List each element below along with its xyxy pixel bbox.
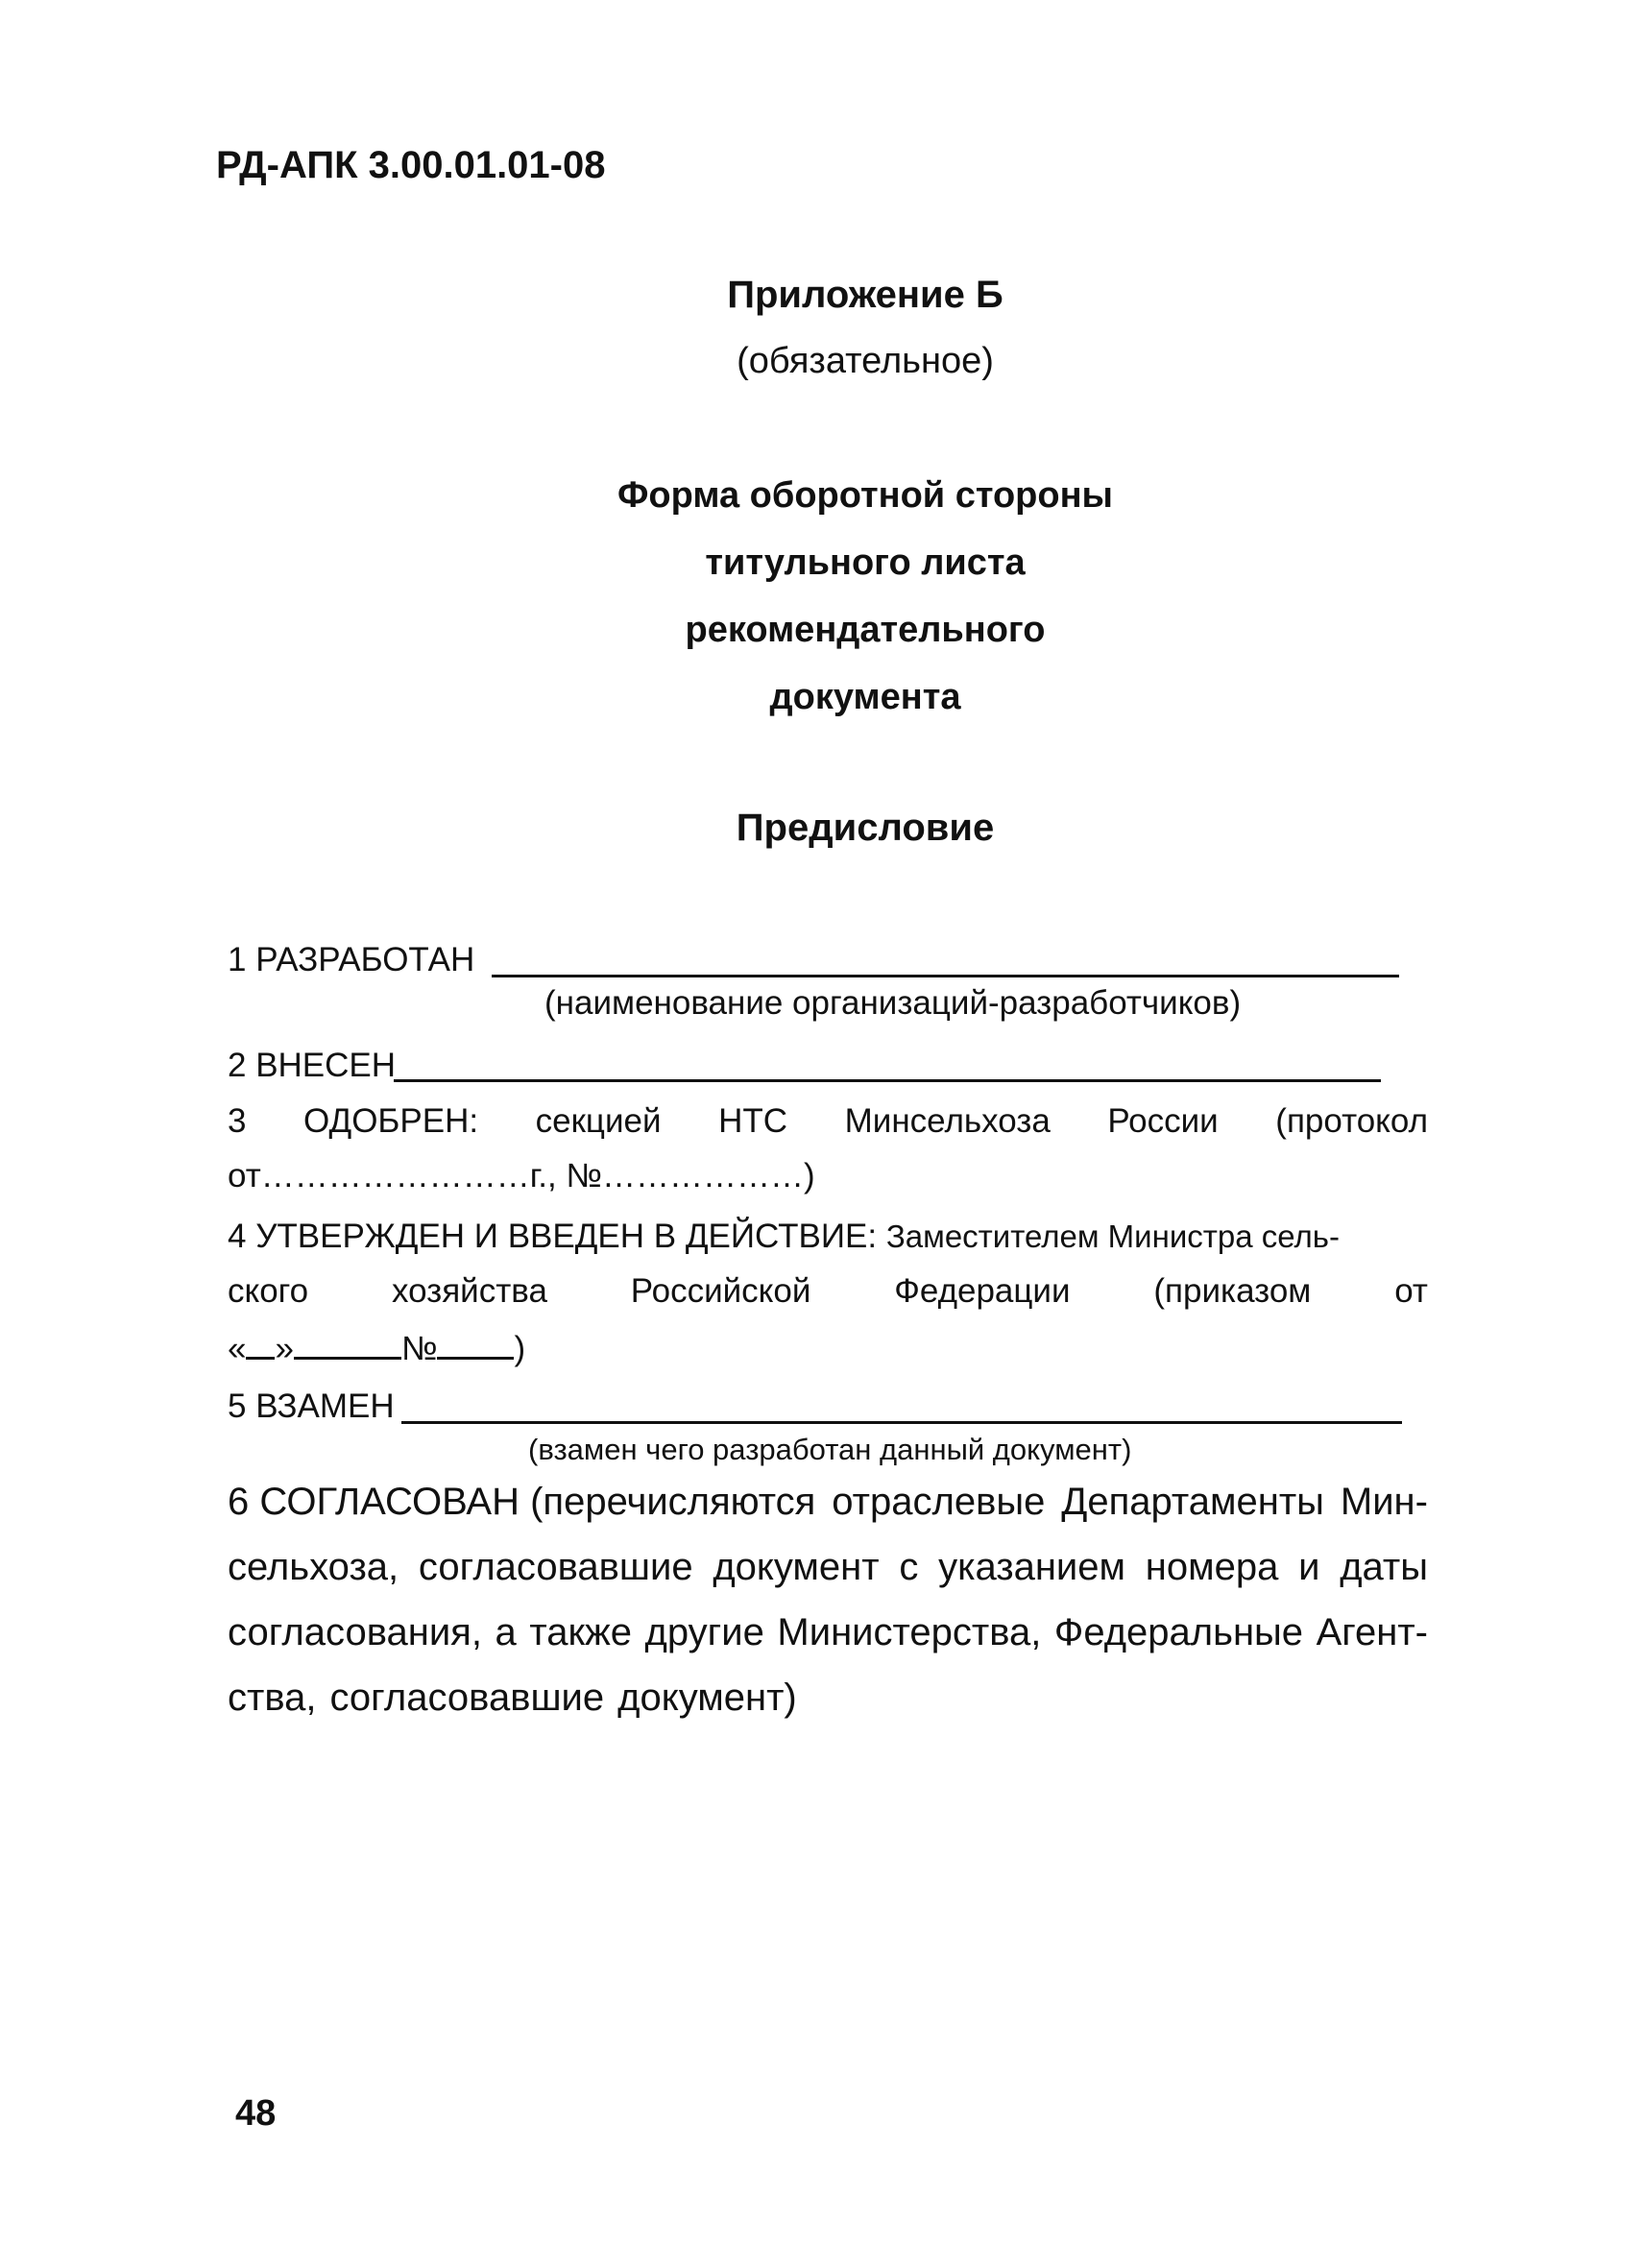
item-6-word: также [529,1611,632,1653]
item-3-word: ОДОБРЕН: [303,1102,479,1140]
item-6-word: 6 СОГЛАСОВАН (перечисляются [228,1481,816,1523]
item-6-word: а [495,1611,517,1653]
item-6-word: Департаменты [1061,1481,1324,1523]
item-2-label: 2 ВНЕСЕН [228,1047,397,1084]
item-6-word: другие [644,1611,764,1653]
item-6-row-2 [228,1534,1428,1600]
form-title-line-3: рекомендательного [685,610,1046,650]
item-4-word: ского [228,1272,309,1310]
item-4-day-blank [246,1330,275,1360]
item-5-blank-line [401,1421,1402,1424]
item-5-label: 5 ВЗАМЕН [228,1387,395,1425]
item-4-line-2 [228,1272,1428,1311]
item-6-word: согласовавшие [329,1677,605,1719]
item-6-word: указанием [938,1546,1126,1588]
preface-heading: Предисловие [736,807,995,849]
item-6-paragraph [228,1469,1428,1730]
item-2-blank-line [394,1079,1381,1082]
item-6-word: с [899,1546,919,1588]
appendix-title: Приложение Б [727,274,1003,316]
item-4-word: от [1394,1272,1428,1310]
page-number: 48 [235,2093,277,2134]
item-6-word: согласования, [228,1611,482,1653]
item-6-word: Агент- [1316,1611,1428,1653]
item-4-word: хозяйства [392,1272,547,1310]
item-4-word: (приказом [1153,1272,1312,1310]
item-6-word: Мин- [1340,1481,1428,1523]
item-6-word: отраслевые [832,1481,1046,1523]
item-4-date-blank [294,1330,401,1360]
item-3-line-2: от……………………г., №………………) [228,1157,815,1194]
form-title-line-2: титульного листа [705,543,1026,583]
item-4-tail: Заместителем Министра сель- [885,1218,1340,1254]
item-6-row-4 [228,1665,1428,1730]
form-title-line-4: документа [769,677,961,717]
item-6-word: и [1298,1546,1320,1588]
item-6-word: ства, [228,1677,317,1719]
item-3-word: Минсельхоза [844,1102,1051,1140]
item-4-word: Российской [630,1272,811,1310]
item-4-number-blank [437,1330,514,1360]
item-4-line-3 [228,1330,525,1368]
item-3-word: НТС [718,1102,788,1140]
item-4-quote-open: « [228,1330,247,1367]
item-6-word: номера [1145,1546,1279,1588]
item-6-row-3 [228,1600,1428,1665]
item-4-word: Федерации [894,1272,1071,1310]
item-6-row-1 [228,1469,1428,1534]
item-3-line-1 [228,1102,1428,1141]
item-3-word: России [1107,1102,1219,1140]
item-3-word: 3 [228,1102,247,1140]
item-3-word: секцией [535,1102,662,1140]
item-4-line-1 [228,1218,1340,1256]
item-6-word: документ [713,1546,880,1588]
item-4-number-sign: № [400,1330,438,1367]
item-6-word: согласовавшие [418,1546,693,1588]
document-code: РД-АПК 3.00.01.01-08 [216,144,606,186]
item-1-label: 1 РАЗРАБОТАН [228,941,475,978]
item-4-quote-close: » [275,1330,294,1367]
item-4-paren-close: ) [514,1330,526,1367]
item-1-hint: (наименование организаций-разработчиков) [544,984,1242,1022]
item-6-word: Федеральные [1053,1611,1304,1653]
item-6-word: документ) [617,1677,797,1719]
item-6-word: даты [1340,1546,1428,1588]
appendix-status: (обязательное) [737,341,994,381]
form-title-line-1: Форма оборотной стороны [616,475,1113,516]
item-4-head: 4 УТВЕРЖДЕН И ВВЕДЕН В ДЕЙСТВИЕ: [228,1218,878,1255]
item-6-word: Министерства, [777,1611,1042,1653]
item-5-hint: (взамен чего разработан данный документ) [528,1433,1132,1466]
item-3-word: (протокол [1275,1102,1428,1140]
item-6-word: сельхоза, [228,1546,399,1588]
item-1-blank-line [492,975,1399,977]
